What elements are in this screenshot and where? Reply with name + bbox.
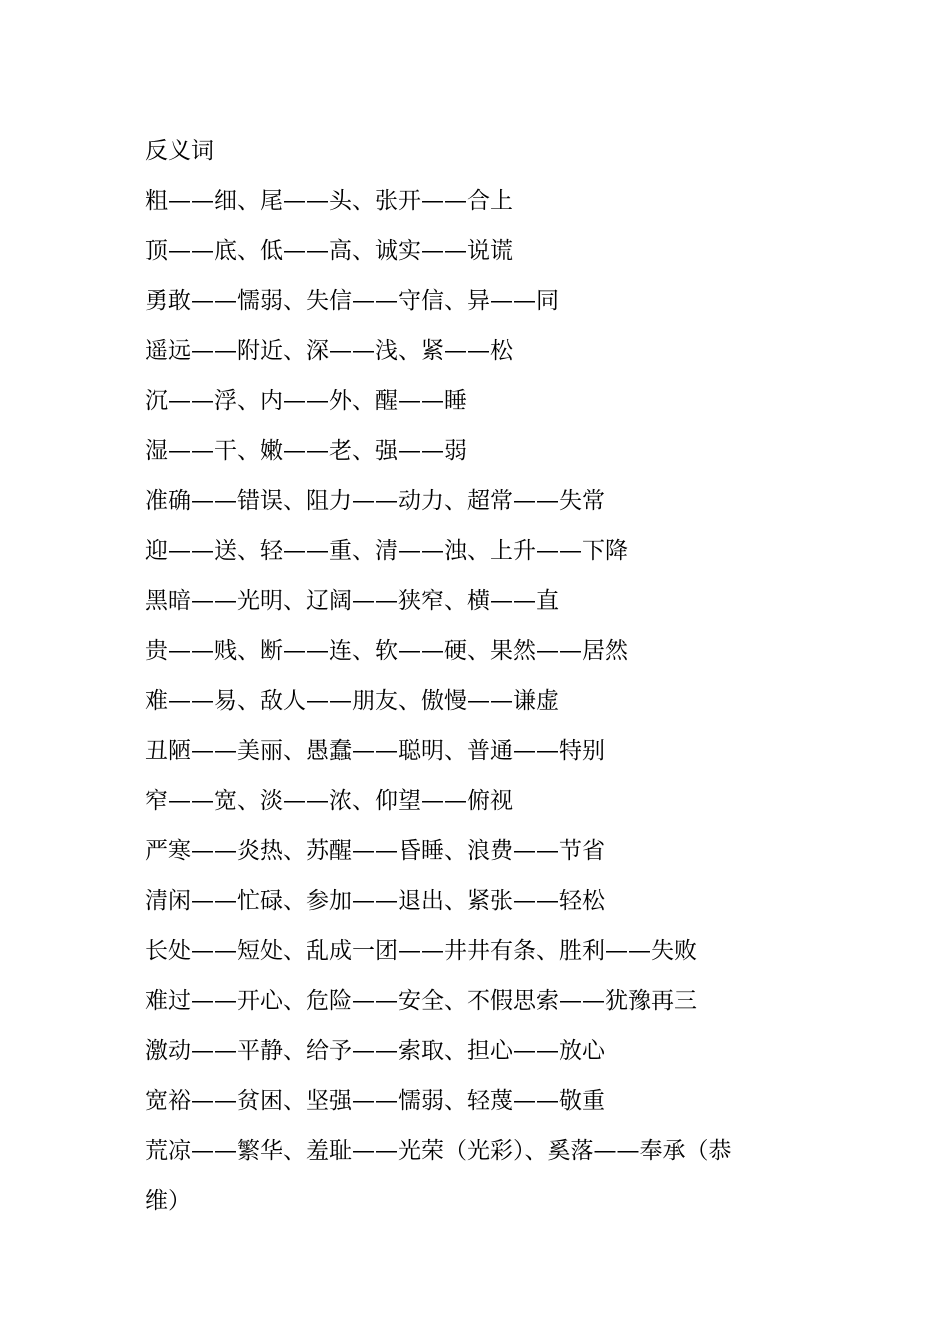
document-body — [145, 126, 785, 1226]
antonym-line: 沉——浮、内——外、醒——睡 — [145, 388, 467, 414]
antonym-line: 丑陋——美丽、愚蠢——聪明、普通——特别 — [145, 738, 605, 764]
antonym-line: 准确——错误、阻力——动力、超常——失常 — [145, 488, 605, 514]
antonym-line: 宽裕——贫困、坚强——懦弱、轻蔑——敬重 — [145, 1088, 605, 1114]
document-title: 反义词 — [145, 138, 214, 164]
antonym-line: 粗——细、尾——头、张开——合上 — [145, 188, 513, 214]
antonym-line: 严寒——炎热、苏醒——昏睡、浪费——节省 — [145, 838, 605, 864]
antonym-line: 贵——贱、断——连、软——硬、果然——居然 — [145, 638, 628, 664]
antonym-line: 激动——平静、给予——索取、担心——放心 — [145, 1038, 605, 1064]
antonym-line-last-continued: 维） — [145, 1188, 191, 1214]
antonym-line: 勇敢——懦弱、失信——守信、异——同 — [145, 288, 559, 314]
antonym-line: 黑暗——光明、辽阔——狭窄、横——直 — [145, 588, 559, 614]
antonym-line: 长处——短处、乱成一团——井井有条、胜利——失败 — [145, 938, 697, 964]
antonym-line: 遥远——附近、深——浅、紧——松 — [145, 338, 513, 364]
antonym-line: 湿——干、嫩——老、强——弱 — [145, 438, 467, 464]
antonym-line: 难——易、敌人——朋友、傲慢——谦虚 — [145, 688, 559, 714]
antonym-line-last: 荒凉——繁华、羞耻——光荣（光彩）、奚落——奉承（恭 — [145, 1138, 732, 1164]
antonym-line: 窄——宽、淡——浓、仰望——俯视 — [145, 788, 513, 814]
antonym-line: 迎——送、轻——重、清——浊、上升——下降 — [145, 538, 628, 564]
antonym-line: 清闲——忙碌、参加——退出、紧张——轻松 — [145, 888, 605, 914]
antonym-line: 难过——开心、危险——安全、不假思索——犹豫再三 — [145, 988, 697, 1014]
antonym-line: 顶——底、低——高、诚实——说谎 — [145, 238, 513, 264]
